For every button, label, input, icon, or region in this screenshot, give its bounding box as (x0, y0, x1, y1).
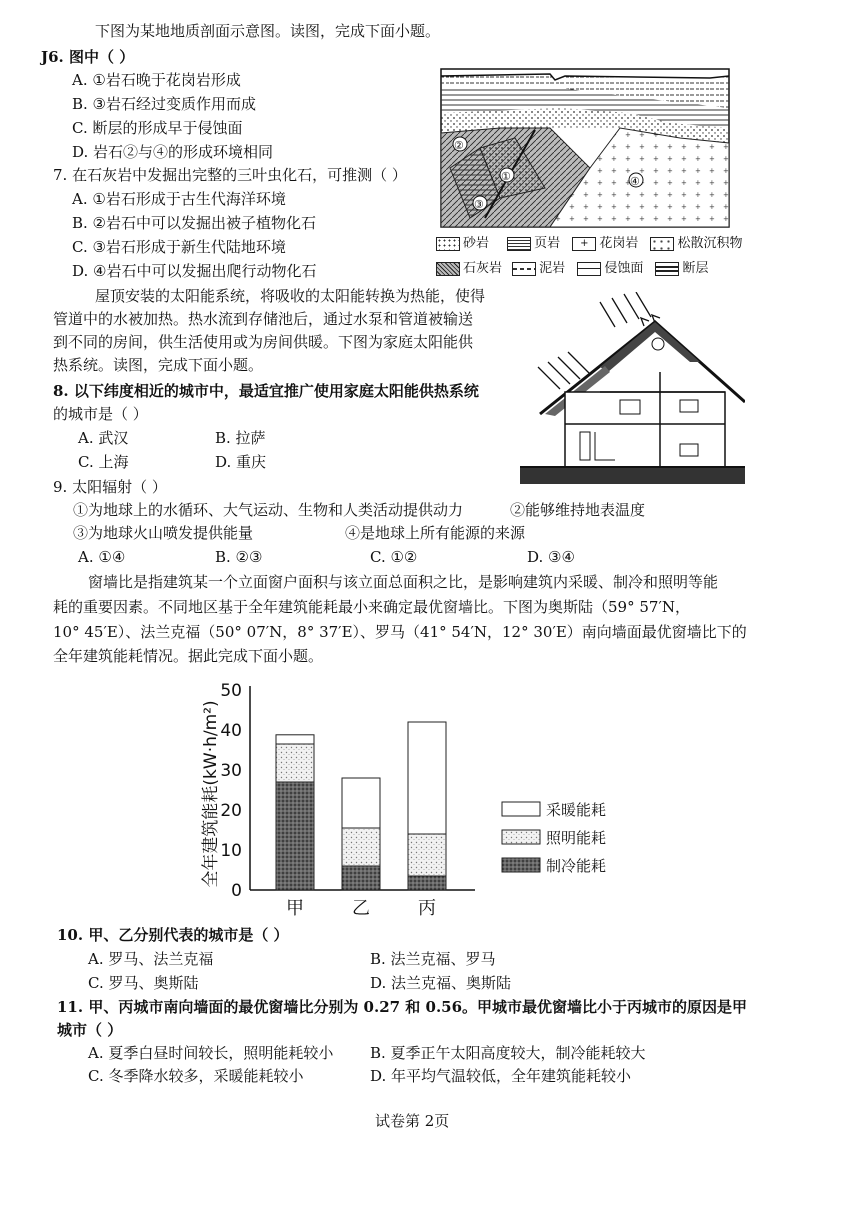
legend-sandstone: 砂岩 (463, 236, 490, 251)
q9-option-d[interactable]: D. ③④ (527, 548, 575, 566)
q9-option-c[interactable]: C. ①② (370, 548, 418, 566)
q10-option-c[interactable]: C. 罗马、奥斯陆 (88, 974, 199, 992)
y-tick-label: 0 (231, 881, 242, 901)
bar-segment-制冷能耗 (276, 782, 314, 890)
q11-option-a[interactable]: A. 夏季白昼时间较长，照明能耗较小 (88, 1044, 334, 1062)
marker-3: ③ (474, 198, 484, 211)
bar-segment-照明能耗 (342, 828, 380, 866)
marker-4: ④ (630, 175, 640, 188)
y-tick-label: 40 (220, 721, 242, 741)
legend-swatch (502, 802, 540, 816)
solar-intro-line-1: 屋顶安装的太阳能系统，将吸收的太阳能转换为热能，使得 (95, 287, 486, 305)
fault-swatch (655, 262, 679, 276)
geo-legend-row-1 (436, 236, 742, 252)
q9-item-4: ④是地球上所有能源的来源 (345, 524, 526, 542)
legend-label: 制冷能耗 (546, 857, 607, 875)
legend-fault: 断层 (682, 261, 709, 276)
granite-swatch: + (572, 237, 596, 251)
q6-stem: J6. 图中（ ） (41, 48, 135, 66)
page-footer: 试卷第 2页 (375, 1112, 450, 1130)
bar-segment-照明能耗 (276, 744, 314, 782)
x-axis (286, 898, 436, 919)
bar-segment-照明能耗 (408, 834, 446, 876)
legend-mudstone: 泥岩 (539, 261, 566, 276)
legend-label: 照明能耗 (546, 829, 607, 847)
solar-intro-line-3: 到不同的房间，供生活使用或为房间供暖。下图为家庭太阳能供 (53, 333, 474, 351)
sandstone-swatch (436, 237, 460, 251)
q8-option-c[interactable]: C. 上海 (78, 453, 129, 471)
legend-granite: 花岗岩 (599, 236, 639, 251)
q8-option-b[interactable]: B. 拉萨 (215, 429, 266, 447)
bar-segment-制冷能耗 (342, 866, 380, 890)
bar-segment-采暖能耗 (408, 722, 446, 834)
loose-sediment-swatch (650, 237, 674, 251)
bars (276, 722, 446, 890)
solar-intro-line-2: 管道中的水被加热。热水流到存储池后，通过水泵和管道被输送 (53, 310, 474, 328)
q11-option-c[interactable]: C. 冬季降水较多，采暖能耗较小 (88, 1067, 304, 1085)
q6-option-b[interactable]: B. ③岩石经过变质作用而成 (72, 95, 257, 113)
wwr-intro-line-3: 10° 45′E）、法兰克福（50° 07′N，8° 37′E）、罗马（41° 54′N，12° 30′E）南向墙面最优窗墙比下的 (53, 623, 747, 641)
q9-item-1: ①为地球上的水循环、大气运动、生物和人类活动提供动力 (73, 501, 464, 519)
q8-stem-line-1: 8. 以下纬度相近的城市中，最适宜推广使用家庭太阳能供热系统 (53, 382, 479, 400)
marker-1: ① (501, 170, 511, 183)
q11-stem-line-1: 11. 甲、丙城市南向墙面的最优窗墙比分别为 0.27 和 0.56。甲城市最优窗墙比小于丙城市的原因是甲 (57, 998, 748, 1016)
q9-option-a[interactable]: A. ①④ (78, 548, 126, 566)
legend-erosion-surface: 侵蚀面 (604, 261, 644, 276)
limestone-swatch (436, 262, 460, 276)
solar-house-figure (520, 292, 745, 484)
erosion-surface-swatch (577, 262, 601, 276)
section1-intro: 下图为某地地质剖面示意图。读图，完成下面小题。 (95, 22, 441, 40)
q7-option-d[interactable]: D. ④岩石中可以发掘出爬行动物化石 (72, 262, 317, 280)
y-tick-label: 20 (220, 801, 242, 821)
q10-option-a[interactable]: A. 罗马、法兰克福 (88, 950, 214, 968)
y-tick-label: 50 (220, 681, 242, 701)
geology-cross-section (440, 68, 730, 228)
legend-limestone: 石灰岩 (463, 261, 503, 276)
q10-option-b[interactable]: B. 法兰克福、罗马 (370, 950, 496, 968)
legend-swatch (502, 830, 540, 844)
q9-item-2: ②能够维持地表温度 (510, 501, 646, 519)
wwr-intro-line-4: 全年建筑能耗情况。据此完成下面小题。 (53, 647, 324, 665)
legend-loose-sediment: 松散沉积物 (677, 236, 743, 251)
bar-segment-制冷能耗 (408, 876, 446, 890)
legend-label: 采暖能耗 (546, 801, 607, 819)
x-tick-label: 甲 (286, 898, 304, 919)
q6-option-d[interactable]: D. 岩石②与④的形成环境相同 (72, 143, 274, 161)
x-tick-label: 乙 (352, 898, 370, 919)
y-tick-label: 30 (220, 761, 242, 781)
wwr-intro-line-2: 耗的重要因素。不同地区基于全年建筑能耗最小来确定最优窗墙比。下图为奥斯陆（59° 57′N， (53, 598, 690, 616)
mudstone-swatch (512, 262, 536, 276)
chart-ylabel: 全年建筑能耗(kW·h/m²) (201, 700, 221, 888)
chart-legend (502, 801, 606, 875)
q8-option-d[interactable]: D. 重庆 (215, 453, 267, 471)
q11-stem-line-2: 城市（ ） (57, 1021, 123, 1039)
legend-shale: 页岩 (534, 236, 561, 251)
marker-2: ② (454, 139, 464, 152)
q11-option-d[interactable]: D. 年平均气温较低，全年建筑能耗较小 (370, 1067, 632, 1085)
shale-swatch (507, 237, 531, 251)
q7-option-a[interactable]: A. ①岩石形成于古生代海洋环境 (72, 190, 286, 208)
x-tick-label: 丙 (418, 898, 436, 919)
q7-stem: 7. 在石灰岩中发掘出完整的三叶虫化石，可推测（ ） (53, 166, 407, 184)
y-tick-label: 10 (220, 841, 242, 861)
bar-segment-采暖能耗 (342, 778, 380, 828)
q8-option-a[interactable]: A. 武汉 (78, 429, 129, 447)
q6-option-c[interactable]: C. 断层的形成早于侵蚀面 (72, 119, 243, 137)
q8-stem-line-2: 的城市是（ ） (53, 405, 148, 423)
q7-option-b[interactable]: B. ②岩石中可以发掘出被子植物化石 (72, 214, 317, 232)
q10-option-d[interactable]: D. 法兰克福、奥斯陆 (370, 974, 512, 992)
q9-stem: 9. 太阳辐射（ ） (53, 478, 167, 496)
q9-item-3: ③为地球火山喷发提供能量 (73, 524, 254, 542)
q7-option-c[interactable]: C. ③岩石形成于新生代陆地环境 (72, 238, 286, 256)
bar-segment-采暖能耗 (276, 735, 314, 744)
geo-legend-row-2 (436, 261, 708, 277)
energy-chart (190, 676, 660, 921)
solar-intro-line-4: 热系统。读图，完成下面小题。 (53, 356, 264, 374)
q10-stem: 10. 甲、乙分别代表的城市是（ ） (57, 926, 289, 944)
legend-swatch (502, 858, 540, 872)
q9-option-b[interactable]: B. ②③ (215, 548, 263, 566)
q11-option-b[interactable]: B. 夏季正午太阳高度较大，制冷能耗较大 (370, 1044, 646, 1062)
wwr-intro-line-1: 窗墙比是指建筑某一个立面窗户面积与该立面总面积之比，是影响建筑内采暖、制冷和照明等能 (88, 573, 719, 591)
q6-option-a[interactable]: A. ①岩石晚于花岗岩形成 (72, 71, 241, 89)
